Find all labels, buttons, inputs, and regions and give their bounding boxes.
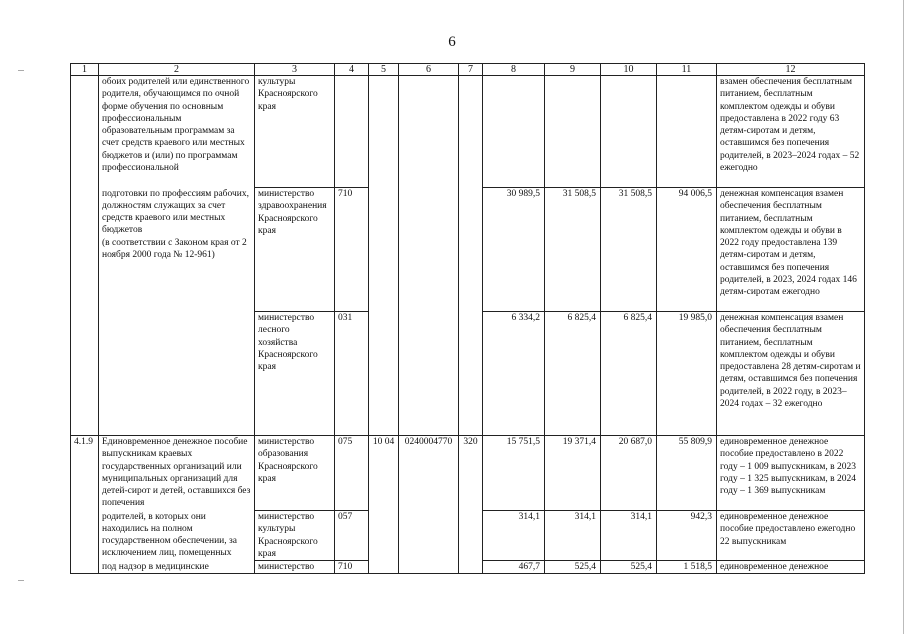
target-code-cell <box>399 76 459 188</box>
target-code-cell: 0240004770 <box>399 436 459 511</box>
section-cell <box>369 561 399 574</box>
amount-cell: 6 334,2 <box>483 312 545 436</box>
row-number-cell <box>71 561 99 574</box>
section-cell <box>369 188 399 312</box>
section-cell <box>369 511 399 561</box>
amount-cell: 525,4 <box>545 561 601 574</box>
description-cell: Единовременное денежное пособие выпускникам краевых государственных организаций или муниципальных организаций для детей-сирот и детей, оставшихся без попечения <box>99 436 255 511</box>
budget-table <box>70 63 865 574</box>
expense-type-cell <box>459 511 483 561</box>
amount-cell <box>483 76 545 188</box>
section-cell <box>369 312 399 436</box>
result-cell: взамен обеспечения бесплатным питанием, бесплатным комплектом одежды и обуви предоставлена в 2022 году 63 детям-сиротам и детям, оставшимся без попечения родителей, в 2023–2024 годах – 52 ежегодно <box>717 76 865 188</box>
code-cell: 031 <box>335 312 369 436</box>
executor-cell: министерство <box>255 561 335 574</box>
amount-cell: 31 508,5 <box>545 188 601 312</box>
table-row <box>71 188 865 312</box>
code-cell: 075 <box>335 436 369 511</box>
description-cell: родителей, в которых они находились на полном государственном обеспечении, за исключением лиц, помещенных <box>99 511 255 561</box>
header-cell: 8 <box>483 64 545 76</box>
amount-cell: 20 687,0 <box>601 436 657 511</box>
result-cell: денежная компенсация взамен обеспечения бесплатным питанием, бесплатным комплектом одежды и обуви в 2022 году предоставлена 139 детям-сиротам и детям, оставшимся без попечения родителей, в 2023, 2024 годах 146 детям-сиротам ежегодно <box>717 188 865 312</box>
target-code-cell <box>399 188 459 312</box>
scan-mark <box>18 580 24 581</box>
description-cell: подготовки по профессиям рабочих, должностям служащих за счет средств краевого или местных бюджетов (в соответствии с Законом края от 2 ноября 2000 года № 12-961) <box>99 188 255 312</box>
description-cell <box>99 312 255 436</box>
table-row <box>71 511 865 561</box>
row-number-cell <box>71 188 99 312</box>
target-code-cell <box>399 312 459 436</box>
section-cell <box>369 76 399 188</box>
amount-cell: 94 006,5 <box>657 188 717 312</box>
expense-type-cell <box>459 312 483 436</box>
table-row <box>71 436 865 511</box>
table-row <box>71 312 865 436</box>
row-number-cell <box>71 312 99 436</box>
amount-cell: 55 809,9 <box>657 436 717 511</box>
expense-type-cell <box>459 188 483 312</box>
description-cell: обоих родителей или единственного родителя, обучающимся по очной форме обучения по основным профессиональным образовательным программам за счет средств краевого или местных бюджетов и (или) по программам профессиональной <box>99 76 255 188</box>
amount-cell: 314,1 <box>483 511 545 561</box>
code-cell: 710 <box>335 188 369 312</box>
result-cell: денежная компенсация взамен обеспечения бесплатным питанием, бесплатным комплектом одежды и обуви предоставлена 28 детям-сиротам и детям, оставшимся без попечения родителей, в 2022 году, в 2023–2024 годах – 32 ежегодно <box>717 312 865 436</box>
amount-cell <box>545 76 601 188</box>
table-row <box>71 76 865 188</box>
result-cell: единовременное денежное <box>717 561 865 574</box>
expense-type-cell: 320 <box>459 436 483 511</box>
result-cell: единовременное денежное пособие предоставлено в 2022 году – 1 009 выпускникам, в 2023 году – 1 325 выпускникам, в 2024 году – 1 369 выпускникам <box>717 436 865 511</box>
amount-cell: 31 508,5 <box>601 188 657 312</box>
table-row <box>71 561 865 574</box>
code-cell <box>335 76 369 188</box>
header-cell: 10 <box>601 64 657 76</box>
header-cell: 1 <box>71 64 99 76</box>
amount-cell: 314,1 <box>601 511 657 561</box>
amount-cell <box>657 76 717 188</box>
executor-cell: министерство культуры Красноярского края <box>255 511 335 561</box>
amount-cell: 467,7 <box>483 561 545 574</box>
header-cell: 2 <box>99 64 255 76</box>
amount-cell <box>601 76 657 188</box>
page-number: 6 <box>448 34 456 50</box>
amount-cell: 6 825,4 <box>545 312 601 436</box>
row-number-cell <box>71 511 99 561</box>
header-cell: 11 <box>657 64 717 76</box>
executor-cell: министерство здравоохранения Красноярского края <box>255 188 335 312</box>
amount-cell: 30 989,5 <box>483 188 545 312</box>
section-cell: 10 04 <box>369 436 399 511</box>
expense-type-cell <box>459 561 483 574</box>
amount-cell: 525,4 <box>601 561 657 574</box>
header-row <box>71 64 865 76</box>
expense-type-cell <box>459 76 483 188</box>
code-cell: 710 <box>335 561 369 574</box>
header-cell: 6 <box>399 64 459 76</box>
amount-cell: 1 518,5 <box>657 561 717 574</box>
header-cell: 9 <box>545 64 601 76</box>
header-cell: 12 <box>717 64 865 76</box>
scan-mark <box>18 70 24 71</box>
target-code-cell <box>399 561 459 574</box>
amount-cell: 15 751,5 <box>483 436 545 511</box>
executor-cell: министерство лесного хозяйства Красноярского края <box>255 312 335 436</box>
header-cell: 7 <box>459 64 483 76</box>
header-cell: 3 <box>255 64 335 76</box>
description-cell: под надзор в медицинские <box>99 561 255 574</box>
amount-cell: 19 371,4 <box>545 436 601 511</box>
result-cell: единовременное денежное пособие предоставлено ежегодно 22 выпускникам <box>717 511 865 561</box>
row-number-cell <box>71 76 99 188</box>
header-cell: 4 <box>335 64 369 76</box>
amount-cell: 314,1 <box>545 511 601 561</box>
amount-cell: 19 985,0 <box>657 312 717 436</box>
header-cell: 5 <box>369 64 399 76</box>
code-cell: 057 <box>335 511 369 561</box>
executor-cell: министерство образования Красноярского края <box>255 436 335 511</box>
target-code-cell <box>399 511 459 561</box>
executor-cell: культуры Красноярского края <box>255 76 335 188</box>
amount-cell: 6 825,4 <box>601 312 657 436</box>
amount-cell: 942,3 <box>657 511 717 561</box>
row-number-cell: 4.1.9 <box>71 436 99 511</box>
